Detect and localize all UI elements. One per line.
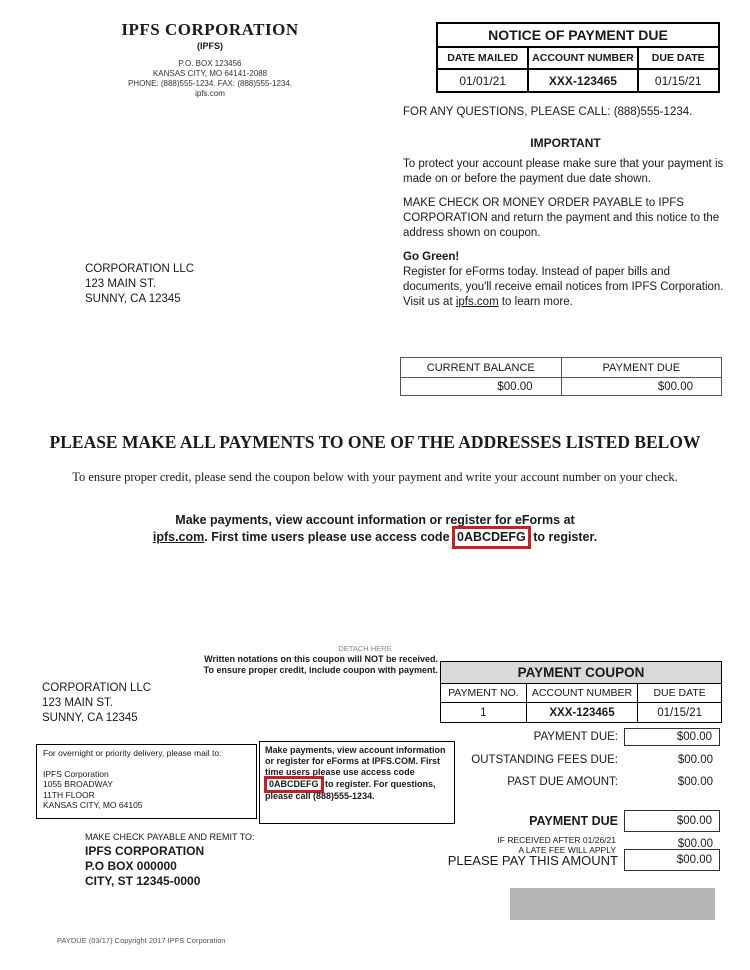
- notice-of-payment-due-table: [436, 22, 720, 93]
- payments-headline: PLEASE MAKE ALL PAYMENTS TO ONE OF THE ADDRESSES LISTED BELOW: [49, 432, 701, 452]
- remit-city: CITY, ST 12345-0000: [85, 874, 201, 888]
- late-fee-note-line2: A LATE FEE WILL APPLY: [518, 845, 616, 855]
- letterhead-phone-fax: PHONE: (888)555-1234. FAX: (888)555-1234.: [127, 79, 293, 88]
- go-green-title: Go Green!: [403, 251, 460, 263]
- coupon-header-payment-no: PAYMENT NO.: [441, 684, 527, 703]
- recipient-name: CORPORATION LLC: [85, 263, 195, 275]
- overnight-intro: For overnight or priority delivery, please mail to:: [43, 748, 222, 758]
- payments-subheadline: To ensure proper credit, please send the coupon below with your payment and write your account number on your check.: [72, 470, 678, 484]
- notice-due-date-value: 01/15/21: [638, 69, 720, 92]
- please-pay-label: PLEASE PAY THIS AMOUNT: [447, 852, 618, 868]
- overnight-city: KANSAS CITY, MO 64105: [43, 800, 143, 810]
- overnight-company: IPFS Corporation: [43, 768, 109, 779]
- overnight-street: 1055 BROADWAY: [43, 779, 113, 789]
- notice-date-mailed-value: 01/01/21: [437, 69, 528, 92]
- letterhead-po-box: P.O. BOX 123456: [178, 59, 242, 68]
- questions-line: FOR ANY QUESTIONS, PLEASE CALL: (888)555-1234.: [403, 106, 693, 118]
- payment-due-label: PAYMENT DUE:: [533, 731, 618, 743]
- coupon-note-2: To ensure proper credit, include coupon with payment.: [203, 665, 438, 675]
- important-paragraph-1: To protect your account please make sure that your payment is made on or before the payment due date shown.: [403, 158, 724, 185]
- total-payment-due-label: PAYMENT DUE: [529, 814, 618, 828]
- ipfs-link[interactable]: ipfs.com: [455, 296, 499, 308]
- letterhead-website: ipfs.com: [195, 89, 225, 98]
- company-abbr: (IPFS): [197, 41, 223, 51]
- outstanding-fees-amount: $00.00: [677, 754, 713, 766]
- past-due-amount: $00.00: [677, 776, 713, 788]
- please-pay-row: [400, 849, 720, 871]
- notice-header-account-number: ACCOUNT NUMBER: [528, 47, 637, 69]
- coupon-eforms-text-end: to register. For questions, please call (888)555-1234.: [265, 779, 436, 801]
- coupon-eforms-text: Make payments, view account information or register for eForms at IPFS.COM. First time users please use access code: [265, 745, 446, 777]
- coupon-payment-no-value: 1: [441, 703, 527, 723]
- balance-table: [400, 357, 722, 396]
- remit-company: IPFS CORPORATION: [85, 844, 205, 858]
- letterhead-city: KANSAS CITY, MO 64141-2088: [152, 69, 268, 78]
- balance-header-due: PAYMENT DUE: [561, 358, 722, 378]
- recipient-street: 123 MAIN ST.: [85, 278, 156, 290]
- go-green-paragraph: [403, 265, 728, 310]
- detach-here-label: DETACH HERE: [338, 644, 392, 653]
- notice-header-date-mailed: DATE MAILED: [437, 47, 528, 69]
- outstanding-fees-row: [400, 752, 720, 768]
- eforms-note-line2: [0, 529, 750, 546]
- coupon-recipient-name: CORPORATION LLC: [42, 682, 152, 694]
- past-due-row: [400, 774, 720, 790]
- coupon-recipient-street: 123 MAIN ST.: [42, 697, 113, 709]
- redaction-bar: [510, 888, 715, 920]
- important-paragraph-2: MAKE CHECK OR MONEY ORDER PAYABLE to IPFS CORPORATION and return the payment and this notice to the address shown on coupon.: [403, 197, 720, 239]
- coupon-due-date-value: 01/15/21: [638, 703, 722, 723]
- coupon-recipient-address: [42, 681, 151, 726]
- coupon-header-due-date: DUE DATE: [638, 684, 722, 703]
- overnight-delivery-box: [36, 744, 257, 819]
- overnight-floor: 11TH FLOOR: [43, 789, 95, 800]
- payment-due-value: $00.00: [561, 378, 722, 396]
- eforms-note-mid: . First time users please use access code: [204, 530, 453, 544]
- access-code-highlight-2: 0ABCDEFG: [264, 776, 324, 793]
- recipient-address: [85, 262, 194, 307]
- payment-coupon-table: [440, 661, 722, 723]
- coupon-notes: [150, 654, 438, 676]
- eforms-note-post: to register.: [529, 530, 598, 544]
- notice-header-due-date: DUE DATE: [638, 47, 720, 69]
- remit-to-block: [85, 832, 255, 889]
- payment-due-row: [400, 728, 720, 746]
- recipient-city: SUNNY, CA 12345: [85, 293, 181, 305]
- important-title: IMPORTANT: [530, 136, 601, 150]
- eforms-registration-note: [0, 512, 750, 546]
- access-code-highlight: 0ABCDEFG: [452, 526, 531, 549]
- coupon-note-1: Written notations on this coupon will NOT be received.: [204, 654, 438, 664]
- past-due-label: PAST DUE AMOUNT:: [507, 776, 618, 788]
- go-green-text: Register for eForms today. Instead of paper bills and documents, you'll receive email notices from IPFS Corporation. Visit us at: [403, 266, 724, 308]
- total-payment-due-row: [400, 810, 720, 832]
- please-pay-amount: $00.00: [624, 849, 720, 871]
- letterhead: [30, 20, 390, 99]
- remit-po-box: P.O BOX 000000: [85, 859, 177, 873]
- ipfs-link-2[interactable]: ipfs.com: [152, 530, 205, 544]
- document-footer: PAYDUE (03/17) Copyright 2017 IPFS Corporation: [57, 936, 226, 945]
- coupon-header-account-number: ACCOUNT NUMBER: [526, 684, 638, 703]
- company-name: IPFS CORPORATION: [121, 20, 299, 39]
- balance-header-current: CURRENT BALANCE: [401, 358, 562, 378]
- payment-coupon-title: PAYMENT COUPON: [441, 662, 722, 684]
- eforms-note-line1: Make payments, view account information or register for eForms at: [175, 513, 575, 527]
- payment-due-amount: $00.00: [624, 728, 720, 746]
- late-fee-note-line1: IF RECEIVED AFTER 01/26/21: [497, 835, 616, 845]
- important-section: [403, 136, 728, 310]
- go-green-text-end: to learn more.: [498, 296, 573, 308]
- notice-title: NOTICE OF PAYMENT DUE: [437, 23, 719, 47]
- remit-intro: MAKE CHECK PAYABLE AND REMIT TO:: [85, 832, 255, 842]
- total-payment-due-amount: $00.00: [624, 810, 720, 832]
- coupon-account-number-value: XXX-123465: [526, 703, 638, 723]
- late-fee-amount: $00.00: [677, 838, 713, 850]
- notice-account-number-value: XXX-123465: [528, 69, 637, 92]
- outstanding-fees-label: OUTSTANDING FEES DUE:: [471, 754, 618, 766]
- coupon-recipient-city: SUNNY, CA 12345: [42, 712, 138, 724]
- current-balance-value: $00.00: [401, 378, 562, 396]
